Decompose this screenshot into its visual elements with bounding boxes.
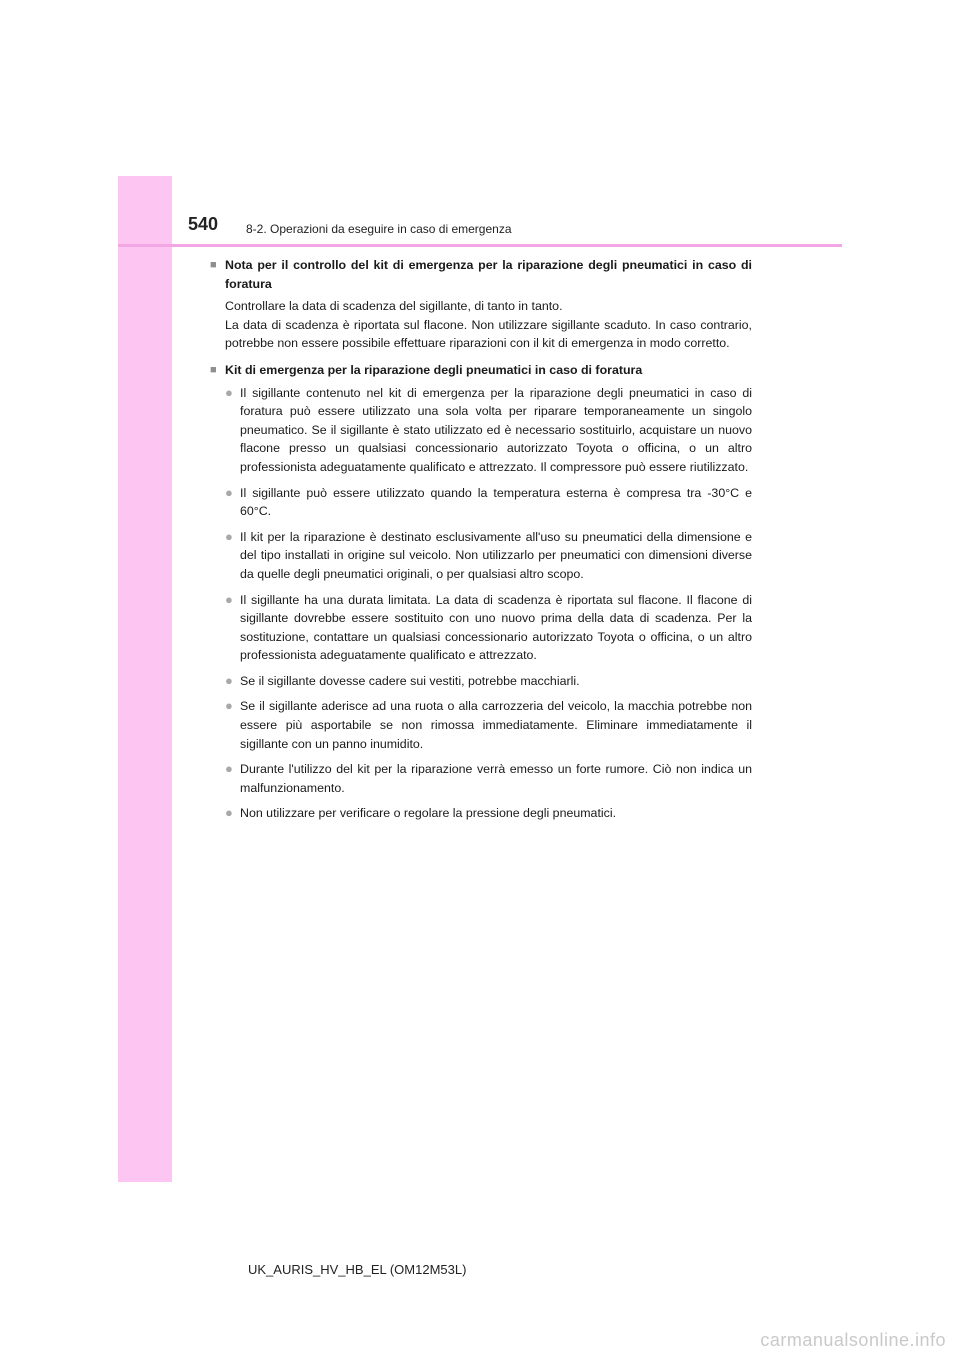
- list-item: [225, 591, 752, 665]
- watermark: carmanualsonline.info: [760, 1330, 946, 1350]
- circle-bullet-icon: ●: [225, 672, 233, 688]
- list-item-text: Il sigillante ha una durata limitata. La data di scadenza è riportata sul flacone. Il flacone di sigillante dovrebbe essere sostituito con uno nuovo prima della data di scadenza. Per la sostituzione, contattare un qualsiasi concessionario autorizzato Toyota o officina, o un altro professionista adeguatamente qualificato e attrezzato.: [240, 592, 752, 663]
- square-bullet-icon: ■: [210, 259, 217, 271]
- section-heading: [210, 256, 752, 293]
- page-number: 540: [188, 214, 219, 234]
- list-item-text: Il sigillante contenuto nel kit di emergenza per la riparazione degli pneumatici in caso di foratura può essere utilizzato una sola volta per riparare temporaneamente un singolo pneumatico. Se il sigillante è stato utilizzato ed è necessario sostituirlo, acquistare un nuovo flacone presso un qualsiasi concessionario autorizzato Toyota o officina, o un altro professionista adeguatamente qualificato e attrezzato. Il compressore può essere riutilizzato.: [240, 385, 752, 474]
- page-content: [210, 256, 752, 831]
- list-item: [225, 384, 752, 477]
- circle-bullet-icon: ●: [225, 528, 233, 544]
- circle-bullet-icon: ●: [225, 484, 233, 500]
- list-item-text: Il sigillante può essere utilizzato quando la temperatura esterna è compresa tra -30°C e 60°C.: [240, 485, 752, 519]
- side-tab-band: [118, 176, 172, 1182]
- paragraph: [225, 297, 752, 353]
- circle-bullet-icon: ●: [225, 384, 233, 400]
- list-item: [225, 760, 752, 797]
- circle-bullet-icon: ●: [225, 805, 233, 821]
- square-bullet-icon: ■: [210, 363, 217, 376]
- bullet-list: [210, 384, 752, 823]
- section-emergency-kit: [210, 361, 752, 823]
- list-item-text: Il kit per la riparazione è destinato esclusivamente all'uso su pneumatici della dimensione e del tipo installati in origine sul veicolo. Non utilizzarlo per pneumatici con dimensioni diverse da quelle degli pneumatici originali, o per qualsiasi altro scopo.: [240, 529, 752, 581]
- paragraph-line: Controllare la data di scadenza del sigillante, di tanto in tanto.: [225, 299, 563, 314]
- section-heading-text: Kit di emergenza per la riparazione degli pneumatici in caso di foratura: [225, 362, 643, 377]
- circle-bullet-icon: ●: [225, 591, 233, 607]
- list-item: [225, 672, 752, 691]
- section-heading-text: Nota per il controllo del kit di emergenza per la riparazione degli pneumatici in caso di foratura: [225, 258, 752, 291]
- list-item-text: Se il sigillante dovesse cadere sui vestiti, potrebbe macchiarli.: [240, 673, 580, 688]
- list-item: [225, 528, 752, 584]
- paragraph-line: La data di scadenza è riportata sul flacone. Non utilizzare sigillante scaduto. In caso contrario, potrebbe non essere possibile effettuare riparazioni con il kit di emergenza in modo corretto.: [225, 317, 752, 351]
- section-title: 8-2. Operazioni da eseguire in caso di emergenza: [246, 222, 512, 236]
- list-item: [225, 484, 752, 521]
- list-item-text: Se il sigillante aderisce ad una ruota o alla carrozzeria del veicolo, la macchia potrebbe non essere più asportabile se non rimossa immediatamente. Eliminare immediatamente il sigillante con un panno inumidito.: [240, 699, 752, 751]
- section-kit-check-note: [210, 256, 752, 353]
- document-code: UK_AURIS_HV_HB_EL (OM12M53L): [248, 1262, 467, 1277]
- circle-bullet-icon: ●: [225, 761, 233, 777]
- list-item: [225, 804, 752, 823]
- section-heading: [210, 361, 752, 380]
- list-item-text: Non utilizzare per verificare o regolare la pressione degli pneumatici.: [240, 806, 617, 821]
- list-item-text: Durante l'utilizzo del kit per la riparazione verrà emesso un forte rumore. Ciò non indica un malfunzionamento.: [240, 762, 752, 795]
- list-item: [225, 697, 752, 753]
- circle-bullet-icon: ●: [225, 698, 233, 714]
- header-rule: [118, 244, 842, 247]
